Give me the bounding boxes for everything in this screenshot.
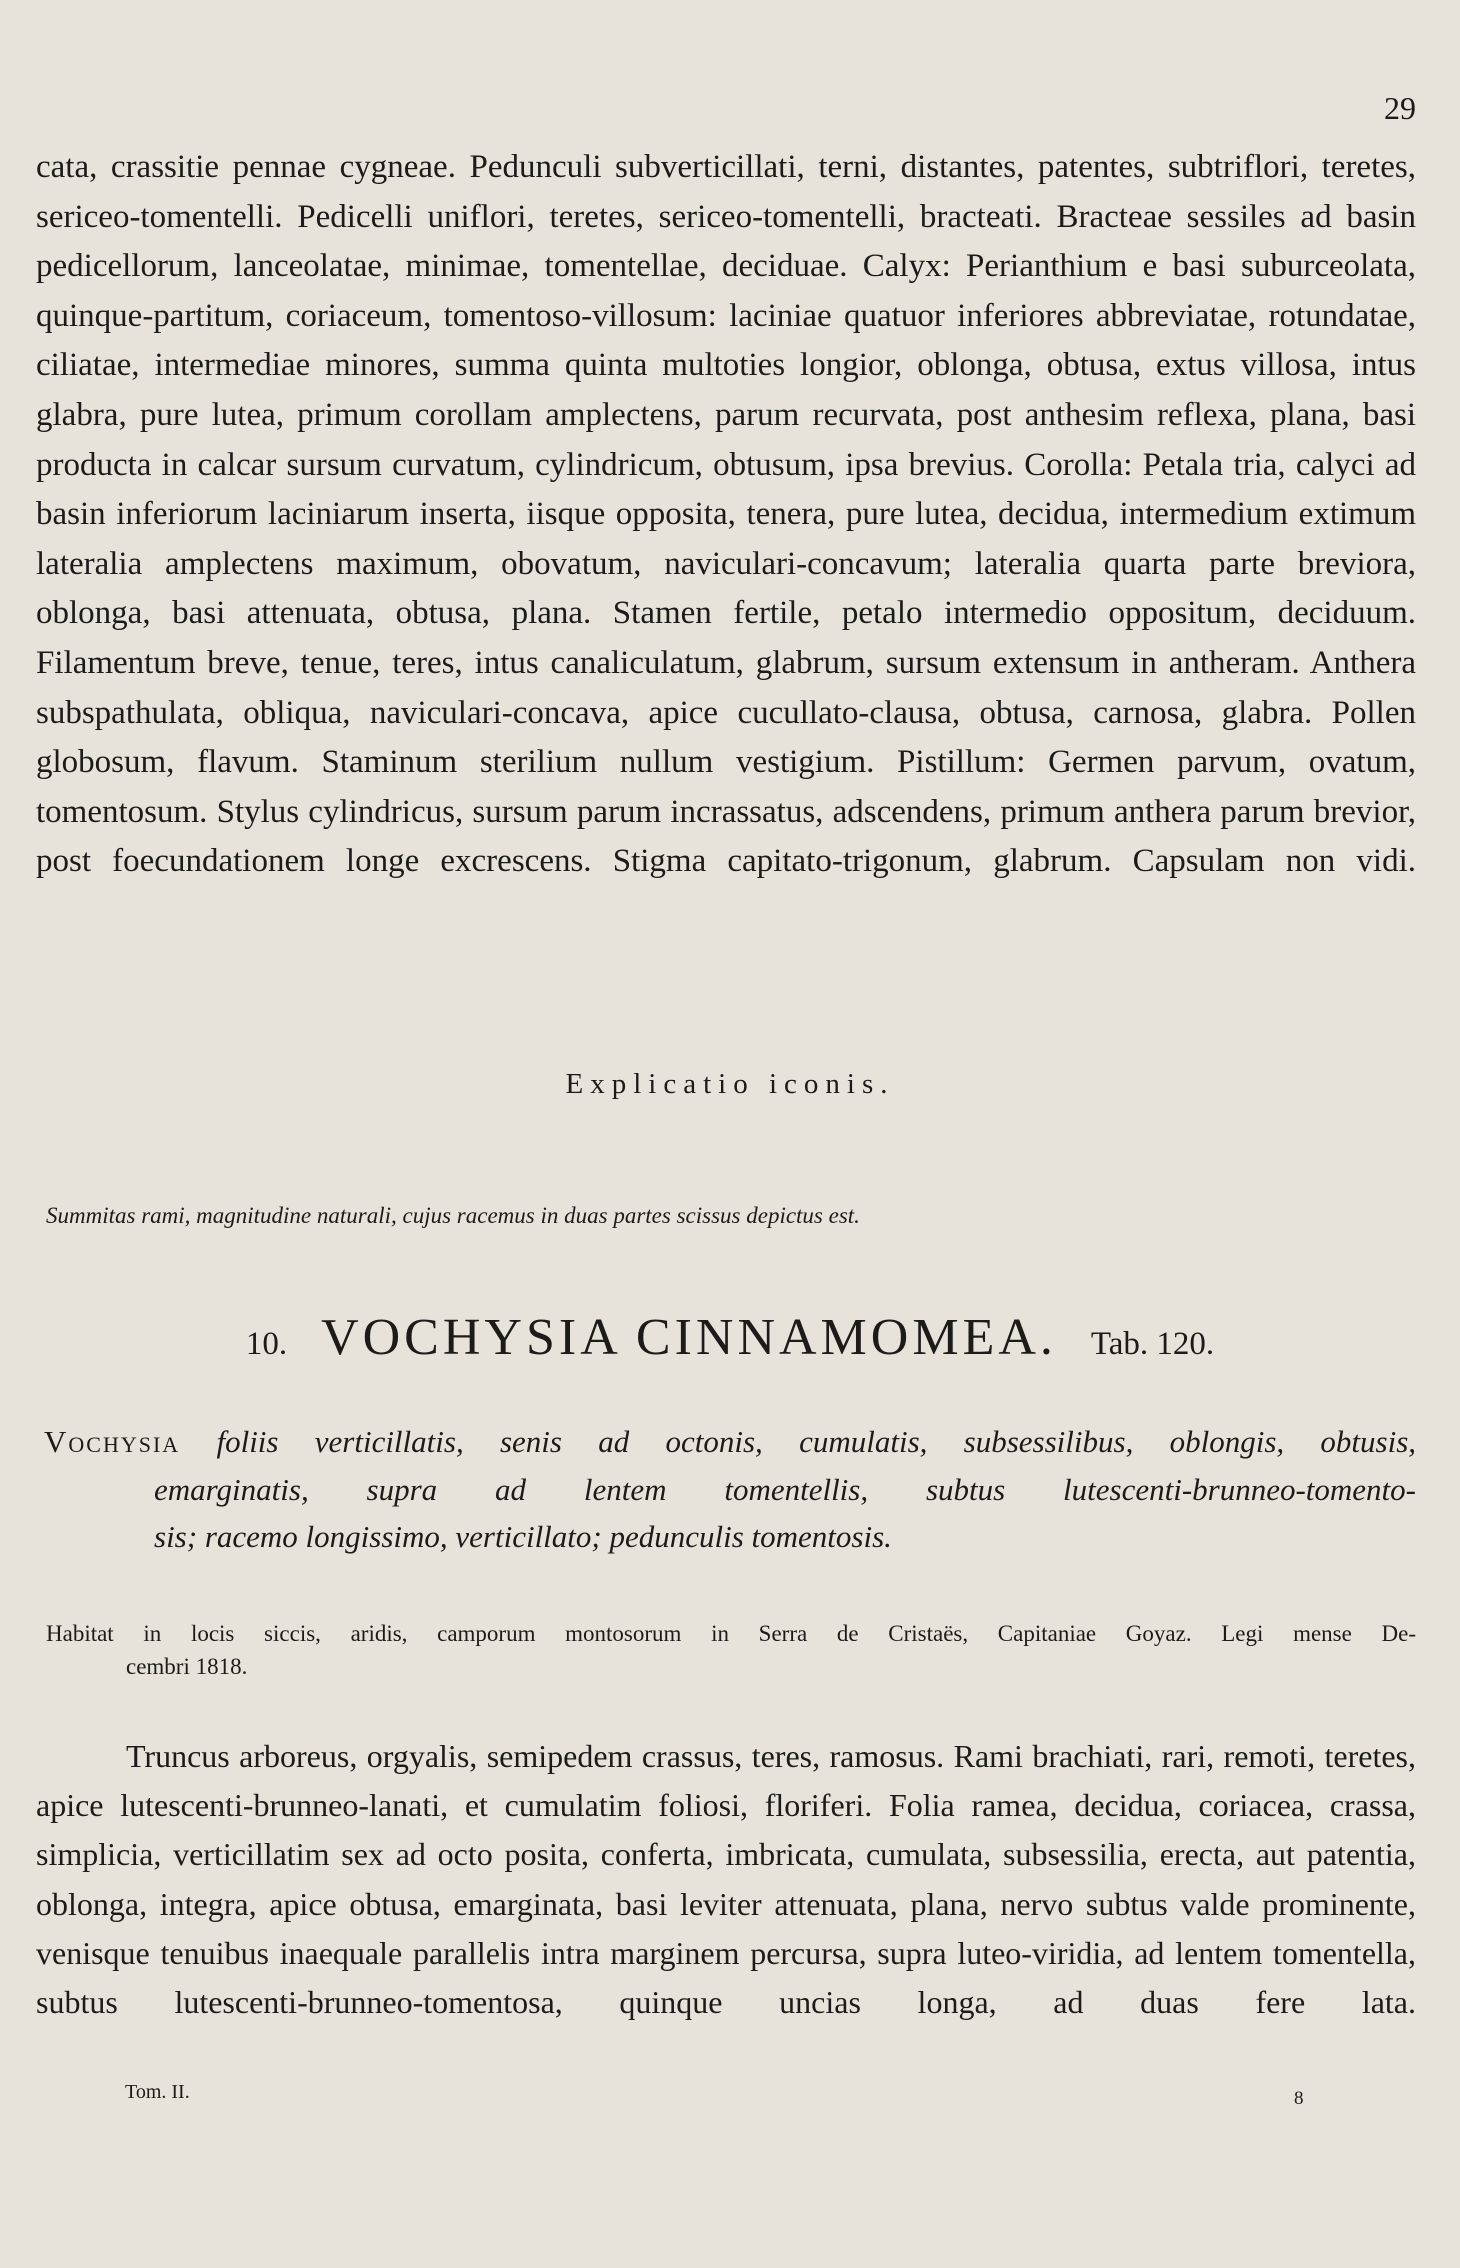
species-name: VOCHYSIA CINNAMOMEA. xyxy=(321,1309,1057,1366)
explicatio-heading: Explicatio iconis. xyxy=(565,1068,895,1100)
species-diagnosis xyxy=(44,1418,1416,1561)
signature-mark: 8 xyxy=(1294,2088,1304,2109)
explicatio-caption: Summitas rami, magnitudine naturali, cujus racemus in duas partes scissus depictus est. xyxy=(46,1203,860,1228)
species-heading xyxy=(0,1308,1460,1367)
habitat-note xyxy=(46,1617,1416,1683)
plate-reference: Tab. 120. xyxy=(1090,1326,1215,1362)
diagnosis-line-2: emarginatis, supra ad lentem tomentellis, subtus lutescenti-brunneo-tomento- xyxy=(154,1471,1416,1507)
description-section xyxy=(36,1732,1416,2027)
body-paragraph-1: cata, crassitie pennae cygneae. Pedunculi subverticillati, terni, distantes, patentes, subtriflori, teretes, sericeo-tomentelli. Pedicelli uniflori, teretes, sericeo-tomentelli, bracteati. Bracteae sessiles ad basin pedicellorum, lanceolatae, minimae, tomentellae, deciduae. Calyx: Perianthium e basi suburceolata, quinque-partitum, coriaceum, tomentoso-villosum: laciniae quatuor inferiores abbreviatae, rotundatae, ciliatae, intermediae minores, summa quinta multoties longior, oblonga, obtusa, extus villosa, intus glabra, pure lutea, primum corollam amplectens, parum recurvata, post anthesim reflexa, plana, basi producta in calcar sursum curvatum, cylindricum, obtusum, ipsa brevius. Corolla: Petala tria, calyci ad basin inferiorum laciniarum inserta, iisque opposita, tenera, pure lutea, decidua, intermedium extimum lateralia amplectens maximum, obovatum, naviculari-concavum; lateralia quarta parte breviora, oblonga, basi attenuata, obtusa, plana. Stamen fertile, petalo intermedio oppositum, deciduum. Filamentum breve, tenue, teres, intus canaliculatum, glabrum, sursum extensum in antheram. Anthera subspathulata, obliqua, naviculari-concava, apice cucullato-clausa, obtusa, carnosa, glabra. Pollen globosum, flavum. Staminum sterilium nullum vestigium. Pistillum: Germen parvum, ovatum, tomentosum. Stylus cylindricus, sursum parum incrassatus, adscendens, primum anthera parum brevior, post foecundationem longe excrescens. Stigma capitato-trigonum, glabrum. Capsulam non vidi. xyxy=(36,149,1416,880)
habitat-line-1: Habitat in locis siccis, aridis, camporum montosorum in Serra de Cristaës, Capitaniae Goyaz. Legi mense De- xyxy=(46,1621,1416,1646)
body-paragraph-2: Truncus arboreus, orgyalis, semipedem crassus, teres, ramosus. Rami brachiati, rari, remoti, teretes, apice lutescenti-brunneo-lanati, et cumulatim foliosi, floriferi. Folia ramea, decidua, coriacea, crassa, simplicia, verticillatim sex ad octo posita, conferta, imbricata, cumulata, subsessilia, erecta, aut patentia, oblonga, integra, apice obtusa, emarginata, basi leviter attenuata, plana, nervo subtus valde prominente, venisque tenuibus inaequale parallelis intra marginem percursa, supra luteo-viridia, ad lentem tomentella, subtus lutescenti-brunneo-tomentosa, quinque uncias longa, ad duas fere lata. xyxy=(36,1738,1416,2021)
diagnosis-line-1: foliis verticillatis, senis ad octonis, cumulatis, subsessilibus, oblongis, obtusis, xyxy=(216,1424,1417,1459)
diagnosis-line-3: sis; racemo longissimo, verticillato; pedunculis tomentosis. xyxy=(154,1519,892,1555)
species-number: 10. xyxy=(245,1326,288,1362)
diagnosis-genus: Vochysia xyxy=(44,1424,181,1459)
page-number: 29 xyxy=(1384,90,1416,126)
volume-label: Tom. II. xyxy=(125,2081,190,2103)
habitat-line-2: cembri 1818. xyxy=(126,1654,248,1679)
